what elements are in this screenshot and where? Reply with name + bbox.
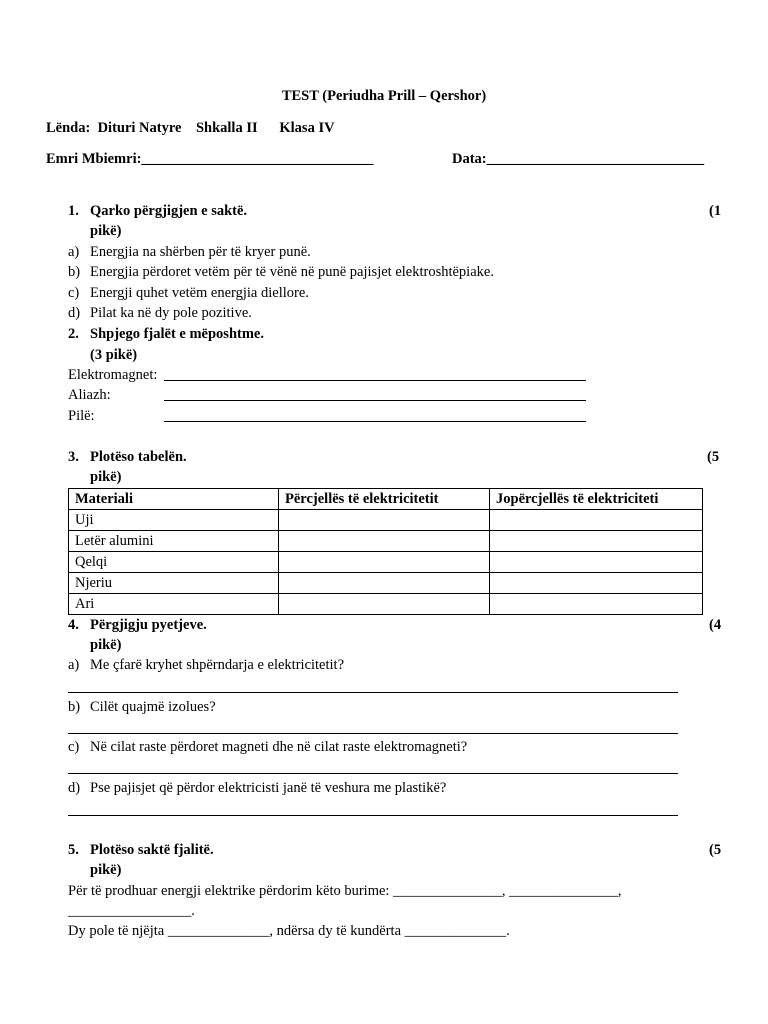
question-text: Pse pajisjet që përdor elektricisti janë të veshura me plastikë? [90, 780, 447, 796]
q4-question-b [68, 698, 216, 716]
q5-points-open: (5 [709, 842, 722, 858]
option-text: Pilat ka në dy pole pozitive. [90, 305, 252, 321]
material-cell: Letër alumini [69, 531, 279, 552]
conductor-cell[interactable] [279, 573, 490, 594]
table-row [69, 531, 703, 552]
material-cell: Njeriu [69, 573, 279, 594]
column-header: Materiali [69, 489, 279, 510]
q4-question-c [68, 738, 467, 756]
q4-title: Përgjigju pyetjeve. [90, 617, 207, 633]
option-letter: b) [68, 264, 81, 280]
insulator-cell[interactable] [490, 510, 703, 531]
q2-answer-line-3[interactable] [164, 421, 586, 422]
q5-number: 5. [68, 842, 79, 858]
q2-answer-line-2[interactable] [164, 400, 586, 401]
name-field-label: Emri Mbiemri:________________________________ [46, 151, 374, 167]
test-title: TEST (Periudha Prill – Qershor) [281, 88, 487, 104]
q2-term-aliazh: Aliazh: [68, 387, 111, 403]
q2-heading [68, 325, 264, 343]
material-cell: Ari [69, 594, 279, 615]
q3-heading [68, 448, 187, 466]
q1-option-a [68, 243, 311, 261]
conductor-cell[interactable] [279, 531, 490, 552]
option-letter: d) [68, 305, 81, 321]
q5-sentence-1-continuation: _________________. [68, 903, 195, 919]
q2-number: 2. [68, 326, 79, 342]
q4-answer-line-a[interactable] [68, 692, 678, 693]
conductor-cell[interactable] [279, 594, 490, 615]
option-text: Energjia na shërben për të kryer punë. [90, 244, 311, 260]
table-row [69, 510, 703, 531]
question-text: Me çfarë kryhet shpërndarja e elektricitetit? [90, 657, 345, 673]
q5-sentence-1: Për të prodhuar energji elektrike përdorim këto burime: _______________, _______________, [68, 883, 622, 899]
table-row [69, 552, 703, 573]
q1-option-c [68, 284, 309, 302]
q3-number: 3. [68, 449, 79, 465]
q3-points-close: pikë) [90, 469, 122, 485]
conductor-cell[interactable] [279, 552, 490, 573]
q1-option-d [68, 304, 252, 322]
q2-term-elektromagnet: Elektromagnet: [68, 367, 158, 383]
column-header: Jopërcjellës të elektriciteti [490, 489, 703, 510]
material-cell: Qelqi [69, 552, 279, 573]
insulator-cell[interactable] [490, 531, 703, 552]
question-letter: d) [68, 780, 81, 796]
question-letter: b) [68, 699, 81, 715]
q3-title: Plotëso tabelën. [90, 449, 187, 465]
q2-term-pile: Pilë: [68, 408, 95, 424]
q5-title: Plotëso saktë fjalitë. [90, 842, 214, 858]
date-field-label: Data:______________________________ [452, 151, 705, 167]
q4-answer-line-d[interactable] [68, 815, 678, 816]
q1-heading [68, 202, 247, 220]
q3-points-open: (5 [707, 449, 720, 465]
q1-number: 1. [68, 203, 79, 219]
q2-title: Shpjego fjalët e mëposhtme. [90, 326, 264, 342]
q4-heading [68, 616, 207, 634]
q5-sentence-2: Dy pole të njëjta ______________, ndërsa dy të kundërta ______________. [68, 923, 510, 939]
conductor-cell[interactable] [279, 510, 490, 531]
option-letter: c) [68, 285, 80, 301]
q2-answer-line-1[interactable] [164, 380, 586, 381]
question-letter: c) [68, 739, 80, 755]
q4-question-d [68, 779, 446, 797]
q1-points-open: (1 [709, 203, 722, 219]
insulator-cell[interactable] [490, 594, 703, 615]
subject-line: Lënda: Dituri Natyre Shkalla II Klasa IV [46, 120, 335, 136]
q4-answer-line-b[interactable] [68, 733, 678, 734]
table-header-row [69, 489, 703, 510]
q4-question-a [68, 656, 344, 674]
q2-points: (3 pikë) [90, 347, 138, 363]
question-text: Në cilat raste përdoret magneti dhe në cilat raste elektromagneti? [90, 739, 468, 755]
insulator-cell[interactable] [490, 552, 703, 573]
q4-answer-line-c[interactable] [68, 773, 678, 774]
materials-table [68, 488, 703, 615]
q1-points-close: pikë) [90, 223, 122, 239]
column-header: Përcjellës të elektricitetit [279, 489, 490, 510]
q1-title: Qarko përgjigjen e saktë. [90, 203, 248, 219]
insulator-cell[interactable] [490, 573, 703, 594]
question-letter: a) [68, 657, 80, 673]
q5-heading [68, 841, 214, 859]
q4-points-close: pikë) [90, 637, 122, 653]
q4-points-open: (4 [709, 617, 722, 633]
q1-option-b [68, 263, 494, 281]
table-row [69, 594, 703, 615]
option-letter: a) [68, 244, 80, 260]
q5-points-close: pikë) [90, 862, 122, 878]
q4-number: 4. [68, 617, 79, 633]
option-text: Energji quhet vetëm energjia diellore. [90, 285, 309, 301]
question-text: Cilët quajmë izolues? [90, 699, 216, 715]
option-text: Energjia përdoret vetëm për të vënë në punë pajisjet elektroshtëpiake. [90, 264, 494, 280]
table-row [69, 573, 703, 594]
material-cell: Uji [69, 510, 279, 531]
